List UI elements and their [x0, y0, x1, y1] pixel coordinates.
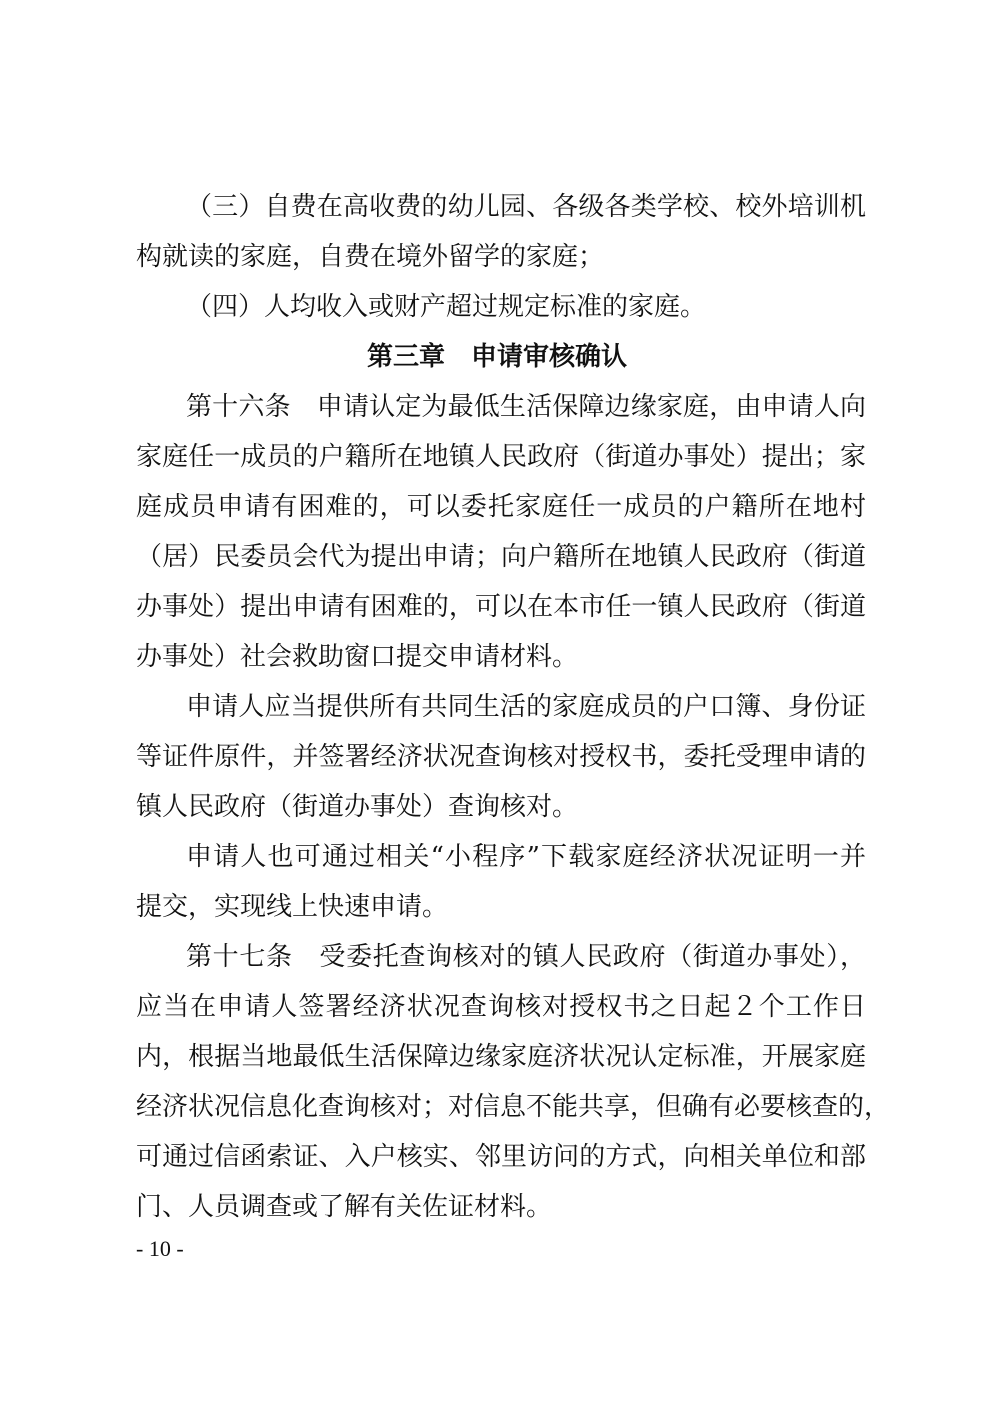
paragraph-line: 办事处）社会救助窗口提交申请材料。: [136, 642, 579, 672]
paragraph-line: 家庭任一成员的户籍所在地镇人民政府（街道办事处）提出；家: [136, 442, 866, 472]
paragraph-line: 第十六条 申请认定为最低生活保障边缘家庭，由申请人向: [186, 392, 866, 422]
paragraph-line: 提交，实现线上快速申请。: [136, 892, 449, 922]
chapter-heading: 第三章 申请审核确认: [366, 342, 627, 372]
paragraph-line: 申请人应当提供所有共同生活的家庭成员的户口簿、身份证: [186, 692, 866, 722]
paragraph-line: 经济状况信息化查询核对；对信息不能共享，但确有必要核查的，: [136, 1092, 891, 1122]
paragraph-line: 办事处）提出申请有困难的，可以在本市任一镇人民政府（街道: [136, 592, 866, 622]
paragraph-line: 构就读的家庭，自费在境外留学的家庭；: [136, 242, 605, 272]
paragraph-line: （三）自费在高收费的幼儿园、各级各类学校、校外培训机: [186, 192, 866, 222]
paragraph-line: 内，根据当地最低生活保障边缘家庭济状况认定标准，开展家庭: [136, 1042, 866, 1072]
paragraph-line: 等证件原件，并签署经济状况查询核对授权书，委托受理申请的: [136, 742, 866, 772]
paragraph-line: 镇人民政府（街道办事处）查询核对。: [136, 792, 579, 822]
paragraph-line: （四）人均收入或财产超过规定标准的家庭。: [186, 292, 707, 322]
paragraph-line: 第十七条 受委托查询核对的镇人民政府（街道办事处），: [186, 942, 866, 972]
paragraph-line: 申请人也可通过相关“小程序”下载家庭经济状况证明一并: [186, 842, 866, 872]
paragraph-line: 门、人员调查或了解有关佐证材料。: [136, 1192, 553, 1222]
paragraph-line: 可通过信函索证、入户核实、邻里访问的方式，向相关单位和部: [136, 1142, 866, 1172]
paragraph-line: 庭成员申请有困难的，可以委托家庭任一成员的户籍所在地村: [136, 492, 866, 522]
paragraph-line: 应当在申请人签署经济状况查询核对授权书之日起２个工作日: [136, 992, 866, 1022]
page-number: - 10 -: [136, 1236, 184, 1261]
paragraph-line: （居）民委员会代为提出申请；向户籍所在地镇人民政府（街道: [136, 542, 866, 572]
